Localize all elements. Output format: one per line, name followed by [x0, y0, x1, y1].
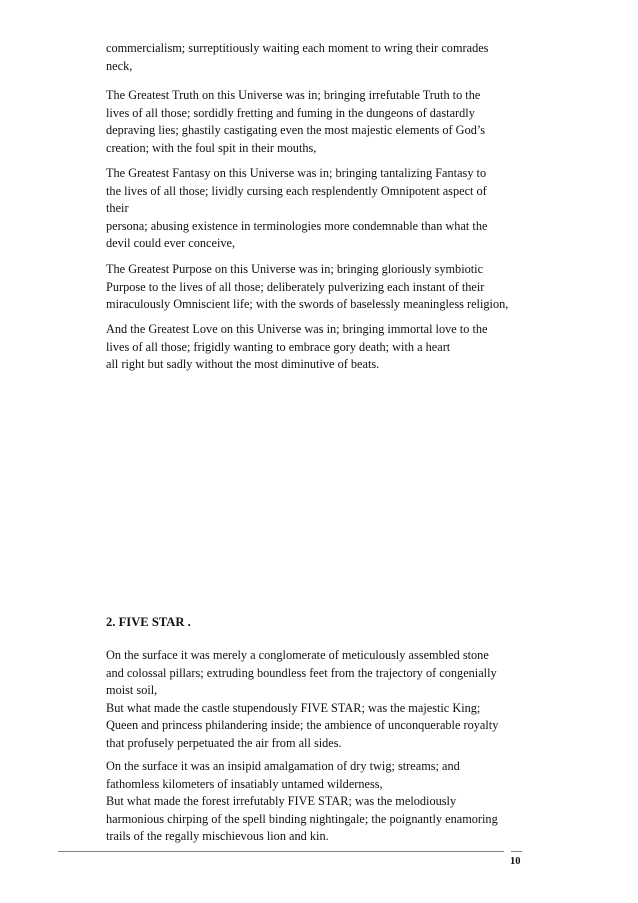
- text-line: that profusely perpetuated the air from all sides.: [106, 735, 342, 750]
- text-line: devil could ever conceive,: [106, 236, 236, 251]
- text-line: fathomless kilometers of insatiably untamed wilderness,: [106, 776, 383, 791]
- page-number-rule: [511, 851, 522, 852]
- stanza-4: [106, 261, 546, 314]
- text-line: Queen and princess philandering inside; the ambience of unconquerable royalty: [106, 718, 499, 733]
- text-line: The Greatest Truth on this Universe was in; bringing irrefutable Truth to the: [106, 88, 481, 102]
- text-line: neck,: [106, 58, 133, 73]
- text-line: the lives of all those; lividly cursing each resplendently Omnipotent aspect of: [106, 183, 487, 198]
- stanza-1: [106, 40, 546, 75]
- stanza-2: [106, 87, 546, 157]
- text-line: The Greatest Purpose on this Universe was in; bringing gloriously symbiotic: [106, 262, 484, 276]
- text-line: And the Greatest Love on this Universe was in; bringing immortal love to the: [106, 322, 488, 336]
- text-line: Purpose to the lives of all those; deliberately pulverizing each instant of their: [106, 279, 485, 294]
- five-star-stanza-1: [106, 647, 546, 753]
- footer-rule: [58, 851, 504, 852]
- text-line: On the surface it was an insipid amalgamation of dry twig; streams; and: [106, 759, 460, 773]
- text-line: harmonious chirping of the spell binding nightingale; the poignantly enamoring: [106, 811, 498, 826]
- text-line: all right but sadly without the most diminutive of beats.: [106, 357, 380, 372]
- text-line: lives of all those; sordidly fretting and fuming in the dungeons of dastardly: [106, 105, 475, 120]
- text-line: The Greatest Fantasy on this Universe was in; bringing tantalizing Fantasy to: [106, 166, 487, 180]
- page-number: 10: [510, 856, 521, 867]
- text-line: depraving lies; ghastily castigating even the most majestic elements of God’s: [106, 123, 486, 138]
- section-heading: 2. FIVE STAR .: [106, 615, 191, 629]
- text-line: trails of the regally mischievous lion and kin.: [106, 829, 329, 844]
- text-line: persona; abusing existence in terminologies more condemnable than what the: [106, 218, 488, 233]
- stanza-5: [106, 321, 546, 374]
- text-line: On the surface it was merely a conglomerate of meticulously assembled stone: [106, 648, 489, 662]
- text-line: commercialism; surreptitiously waiting each moment to wring their comrades: [106, 41, 489, 55]
- text-line: miraculously Omniscient life; with the swords of baselessly meaningless religion,: [106, 297, 509, 312]
- text-line: moist soil,: [106, 683, 158, 698]
- text-line: their: [106, 201, 129, 216]
- stanza-3: [106, 165, 546, 253]
- text-line: But what made the forest irrefutably FIVE STAR; was the melodiously: [106, 794, 457, 809]
- text-line: lives of all those; frigidly wanting to embrace gory death; with a heart: [106, 339, 451, 354]
- text-line: and colossal pillars; extruding boundless feet from the trajectory of congenially: [106, 665, 497, 680]
- text-line: creation; with the foul spit in their mouths,: [106, 140, 317, 155]
- five-star-stanza-2: [106, 758, 546, 846]
- text-line: But what made the castle stupendously FIVE STAR; was the majestic King;: [106, 700, 481, 715]
